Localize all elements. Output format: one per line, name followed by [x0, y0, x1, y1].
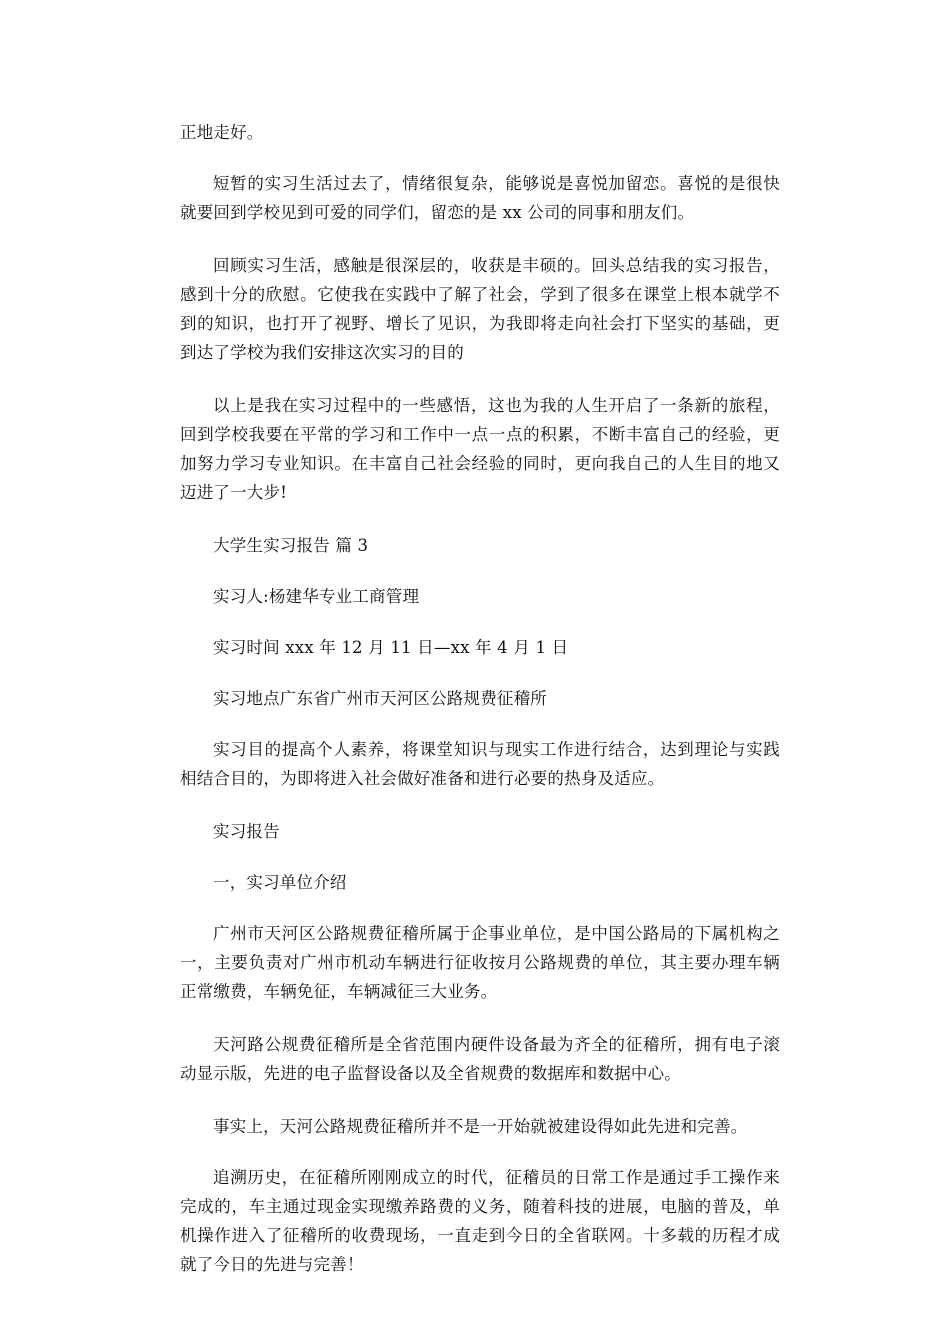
- paragraph-3: 回顾实习生活，感触是很深层的，收获是丰硕的。回头总结我的实习报告，感到十分的欣慰。它使我在实践中了解了社会，学到了很多在课堂上根本就学不到的知识，也打开了视野、增长了见识，为我即将走向社会打下坚实的基础，更到达了学校为我们安排这次实习的目的: [180, 256, 780, 362]
- paragraph-13: 天河路公规费征稽所是全省范围内硬件设备最为齐全的征稽所，拥有电子滚动显示版，先进的电子监督设备以及全省规费的数据库和数据中心。: [180, 1035, 780, 1083]
- paragraph-14: 事实上，天河公路规费征稽所并不是一开始就被建设得如此先进和完善。: [213, 1117, 748, 1136]
- paragraph-4: 以上是我在实习过程中的一些感悟，这也为我的人生开启了一条新的旅程，回到学校我要在平常的学习和工作中一点一点的积累，不断丰富自己的经验，更加努力学习专业知识。在丰富自己社会经验的同时，更向我自己的人生目的地又迈进了一大步!: [180, 396, 780, 502]
- document-page: [180, 118, 780, 1303]
- intern-purpose: 实习目的提高个人素养，将课堂知识与现实工作进行结合，达到理论与实践相结合目的，为即将进入社会做好准备和进行必要的热身及适应。: [180, 740, 780, 788]
- paragraph-12: 广州市天河区公路规费征稽所属于企事业单位，是中国公路局的下属机构之一，主要负责对广州市机动车辆进行征收按月公路规费的单位，其主要办理车辆正常缴费，车辆免征，车辆减征三大业务。: [180, 924, 780, 1001]
- paragraph-15: 追溯历史，在征稽所刚刚成立的时代，征稽员的日常工作是通过手工操作来完成的，车主通过现金实现缴养路费的义务，随着科技的进展，电脑的普及，单机操作进入了征稽所的收费现场，一直走到今日的全省联网。十多载的历程才成就了今日的先进与完善！: [180, 1168, 780, 1274]
- intern-location: 实习地点广东省广州市天河区公路规费征稽所: [213, 689, 547, 708]
- paragraph-2: 短暂的实习生活过去了，情绪很复杂，能够说是喜悦加留恋。喜悦的是很快就要回到学校见到可爱的同学们，留恋的是 xx 公司的同事和朋友们。: [180, 174, 780, 222]
- section-heading: 大学生实习报告 篇 3: [213, 536, 369, 555]
- paragraph-1: 正地走好。: [180, 123, 264, 142]
- intern-name: 实习人:杨建华专业工商管理: [213, 587, 420, 606]
- intern-time: 实习时间 xxx 年 12 月 11 日—xx 年 4 月 1 日: [213, 638, 569, 657]
- subsection-heading: 一，实习单位介绍: [213, 873, 347, 892]
- report-heading: 实习报告: [213, 822, 280, 841]
